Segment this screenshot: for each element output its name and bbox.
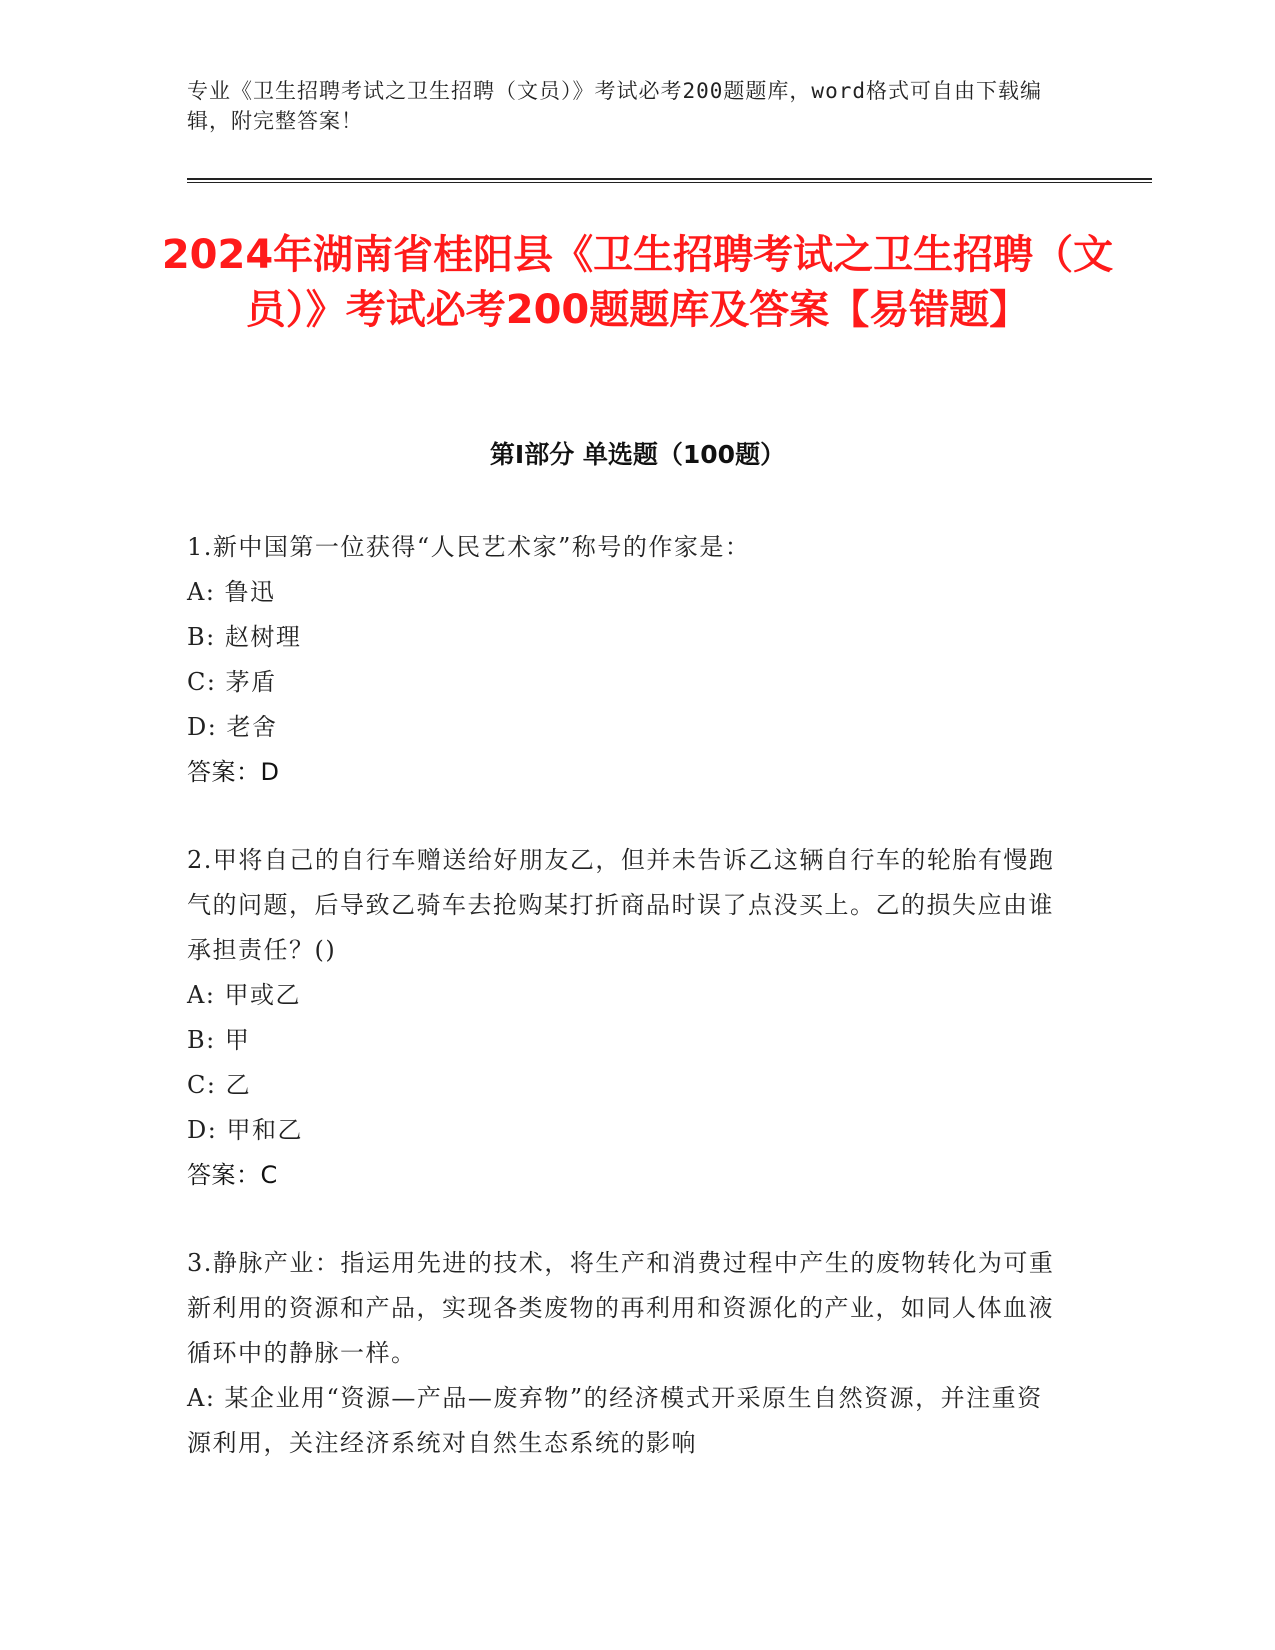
option-b: B: 甲	[187, 1026, 251, 1054]
answer: 答案：C	[187, 1161, 278, 1189]
option-a: A: 鲁迅	[187, 578, 276, 606]
option-a: A: 甲或乙	[187, 981, 302, 1009]
option-b: B: 赵树理	[187, 623, 302, 651]
option-d: D: 老舍	[187, 713, 278, 741]
question-stem: 1.新中国第一位获得“人民艺术家”称号的作家是：	[187, 533, 751, 561]
option-d: D: 甲和乙	[187, 1116, 303, 1144]
question-list	[187, 525, 1067, 1509]
question-stem: 3.静脉产业：指运用先进的技术，将生产和消费过程中产生的废物转化为可重新利用的资源和产品，实现各类废物的再利用和资源化的产业，如同人体血液循环中的静脉一样。	[187, 1249, 1055, 1367]
question-2	[187, 838, 1067, 1198]
question-stem: 2.甲将自己的自行车赠送给好朋友乙，但并未告诉乙这辆自行车的轮胎有慢跑气的问题，后导致乙骑车去抢购某打折商品时误了点没买上。乙的损失应由谁承担责任？()	[187, 846, 1055, 964]
header-divider-thin	[187, 182, 1152, 183]
question-3	[187, 1241, 1067, 1466]
option-c: C: 茅盾	[187, 668, 277, 696]
section-title: 第I部分 单选题（100题）	[489, 440, 786, 469]
option-a: A: 某企业用“资源—产品—废弃物”的经济模式开采原生自然资源，并注重资源利用，关注经济系统对自然生态系统的影响	[187, 1384, 1043, 1457]
answer: 答案：D	[187, 758, 280, 786]
option-c: C: 乙	[187, 1071, 252, 1099]
document-title: 2024年湖南省桂阳县《卫生招聘考试之卫生招聘（文员）》考试必考200题题库及答案【易错题】	[161, 232, 1114, 333]
question-1	[187, 525, 1067, 795]
header-divider-thick	[187, 178, 1152, 180]
header-note: 专业《卫生招聘考试之卫生招聘（文员）》考试必考200题题库，word格式可自由下载编辑，附完整答案！	[187, 79, 1042, 133]
